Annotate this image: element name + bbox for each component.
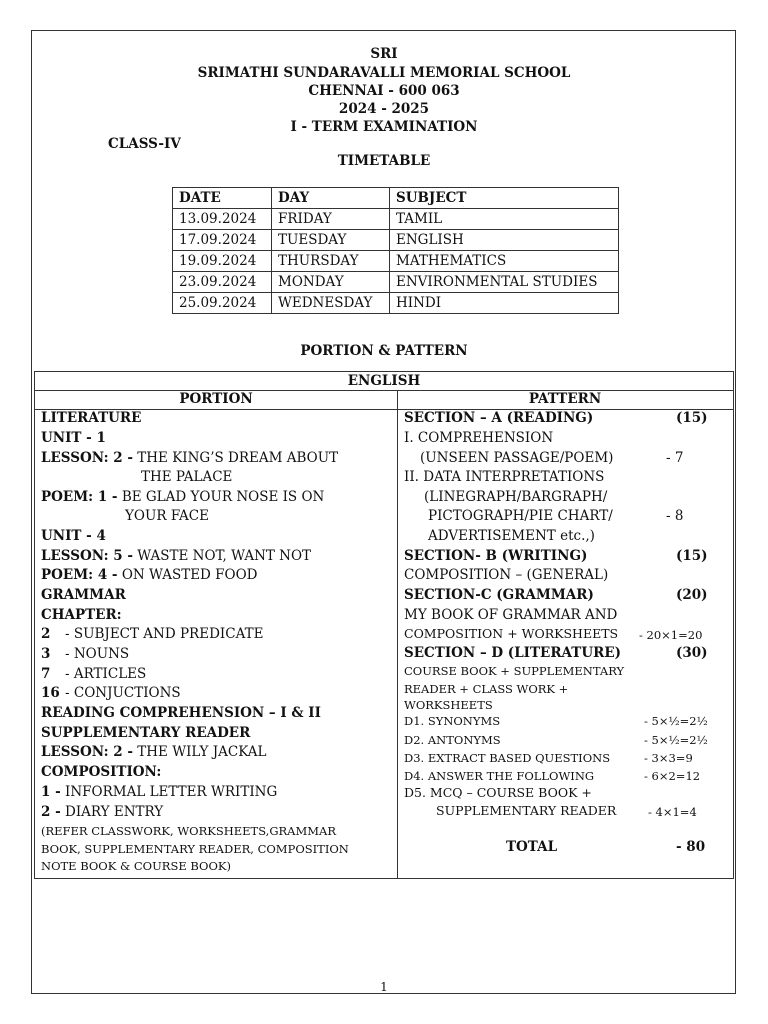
list-item — [41, 784, 277, 800]
section-c-marks: (20) — [676, 587, 708, 603]
composition-heading: COMPOSITION: — [41, 764, 162, 780]
comprehension-item: I. COMPREHENSION — [404, 430, 554, 446]
note-line-3: NOTE BOOK & COURSE BOOK) — [41, 859, 231, 873]
poem-1 — [41, 489, 324, 505]
list-item — [41, 804, 163, 820]
list-item: D3. EXTRACT BASED QUESTIONS — [404, 751, 611, 765]
unit-1: UNIT - 1 — [41, 430, 106, 446]
cell-date: 17.09.2024 — [173, 230, 272, 251]
supp-lesson-label: LESSON: 2 - — [41, 744, 133, 760]
list-item-marks: - 3×3=9 — [644, 751, 693, 765]
list-item: D2. ANTONYMS — [404, 733, 501, 747]
section-c-calc: - 20×1=20 — [639, 628, 703, 642]
table-row — [173, 209, 619, 230]
section-a-marks: (15) — [676, 410, 708, 426]
section-a-heading: SECTION – A (READING) — [404, 410, 594, 426]
cell-day: MONDAY — [272, 272, 390, 293]
list-item: D1. SYNONYMS — [404, 714, 501, 728]
cell-subject: TAMIL — [390, 209, 619, 230]
total-value: - 80 — [676, 839, 706, 855]
chapter-title: NOUNS — [73, 646, 130, 662]
cell-date: 13.09.2024 — [173, 209, 272, 230]
table-row — [173, 251, 619, 272]
subject-heading: ENGLISH — [347, 373, 421, 389]
poem-4-text: ON WASTED FOOD — [121, 567, 258, 583]
list-item: 7 - ARTICLES — [41, 666, 147, 682]
section-d-note-2: READER + CLASS WORK + — [404, 682, 569, 696]
comprehension-marks: - 7 — [666, 450, 684, 466]
chapter-number: 16 — [41, 685, 60, 701]
total-label: TOTAL — [506, 839, 558, 855]
lesson-2-cont: THE PALACE — [141, 469, 233, 485]
section-d-note-3: WORKSHEETS — [404, 698, 493, 712]
class-label: CLASS-IV — [108, 136, 181, 152]
grammar-book-line-2: COMPOSITION + WORKSHEETS — [404, 626, 619, 641]
lesson-5-text: WASTE NOT, WANT NOT — [137, 548, 312, 564]
unit-4: UNIT - 4 — [41, 528, 106, 544]
chapter-title: CONJUCTIONS — [73, 685, 181, 701]
column-divider — [397, 390, 398, 878]
lesson-5-label: LESSON: 5 - — [41, 548, 133, 564]
cell-day: TUESDAY — [272, 230, 390, 251]
col-day: DAY — [272, 188, 390, 209]
section-c-heading: SECTION-C (GRAMMAR) — [404, 587, 594, 603]
lesson-2 — [41, 450, 338, 466]
composition-number: 1 - — [41, 784, 61, 800]
cell-date: 19.09.2024 — [173, 251, 272, 272]
data-interpretation-marks: - 8 — [666, 508, 684, 524]
supplementary-reader: SUPPLEMENTARY READER — [41, 725, 251, 741]
chapter-number: 3 — [41, 646, 51, 662]
note-line-2: BOOK, SUPPLEMENTARY READER, COMPOSITION — [41, 842, 349, 856]
list-item-marks: - 5×½=2½ — [644, 714, 708, 728]
chapter-number: 7 — [41, 666, 51, 682]
poem-1-text: BE GLAD YOUR NOSE IS ON — [121, 489, 325, 505]
table-row — [173, 230, 619, 251]
list-item-marks: - 6×2=12 — [644, 769, 701, 783]
timetable-header-row — [173, 188, 619, 209]
supp-lesson-text: THE WILY JACKAL — [137, 744, 267, 760]
cell-date: 25.09.2024 — [173, 293, 272, 314]
poem-1-cont: YOUR FACE — [125, 508, 209, 524]
portion-header: PORTION — [179, 391, 253, 407]
cell-subject: MATHEMATICS — [390, 251, 619, 272]
cell-day: WEDNESDAY — [272, 293, 390, 314]
grammar-book-line-1: MY BOOK OF GRAMMAR AND — [404, 607, 618, 623]
lesson-5 — [41, 548, 311, 564]
chapter-heading: CHAPTER: — [41, 607, 122, 623]
note-line-1: (REFER CLASSWORK, WORKSHEETS,GRAMMAR — [41, 824, 336, 838]
composition-general: COMPOSITION – (GENERAL) — [404, 567, 609, 583]
pattern-header: PATTERN — [528, 391, 602, 407]
school-city: CHENNAI - 600 063 — [308, 83, 460, 99]
chapter-title: ARTICLES — [73, 666, 147, 682]
composition-title: INFORMAL LETTER WRITING — [65, 784, 278, 800]
page-number: 1 — [380, 980, 388, 994]
table-row — [173, 293, 619, 314]
composition-number: 2 - — [41, 804, 61, 820]
section-d-heading: SECTION – D (LITERATURE) — [404, 645, 622, 661]
cell-day: THURSDAY — [272, 251, 390, 272]
cell-subject: ENVIRONMENTAL STUDIES — [390, 272, 619, 293]
section-b-marks: (15) — [676, 548, 708, 564]
comprehension-sub: (UNSEEN PASSAGE/POEM) — [420, 450, 614, 466]
mcq-item-cont: SUPPLEMENTARY READER — [436, 803, 617, 818]
chapter-number: 2 — [41, 626, 51, 642]
data-interpretation-sub-3: ADVERTISEMENT etc.,) — [428, 528, 595, 544]
reading-comprehension: READING COMPREHENSION – I & II — [41, 705, 321, 721]
poem-1-label: POEM: 1 - — [41, 489, 118, 505]
academic-year: 2024 - 2025 — [338, 101, 430, 117]
section-d-note-1: COURSE BOOK + SUPPLEMENTARY — [404, 664, 625, 678]
cell-subject: ENGLISH — [390, 230, 619, 251]
portion-pattern-title: PORTION & PATTERN — [300, 343, 468, 359]
portion-pattern-table — [34, 371, 734, 879]
list-item: 16 - CONJUCTIONS — [41, 685, 181, 701]
section-b-heading: SECTION- B (WRITING) — [404, 548, 588, 564]
cell-subject: HINDI — [390, 293, 619, 314]
col-date: DATE — [173, 188, 272, 209]
supp-lesson — [41, 744, 266, 760]
lesson-2-text: THE KING’S DREAM ABOUT — [137, 450, 339, 466]
header-line1: SRI — [370, 46, 398, 62]
cell-day: FRIDAY — [272, 209, 390, 230]
section-d-marks: (30) — [676, 645, 708, 661]
table-row — [173, 272, 619, 293]
school-name: SRIMATHI SUNDARAVALLI MEMORIAL SCHOOL — [197, 65, 571, 81]
data-interpretation-item: II. DATA INTERPRETATIONS — [404, 469, 605, 485]
data-interpretation-sub-1: (LINEGRAPH/BARGRAPH/ — [424, 489, 608, 505]
mcq-item-marks: - 4×1=4 — [648, 805, 697, 819]
grammar-heading: GRAMMAR — [41, 587, 126, 603]
cell-date: 23.09.2024 — [173, 272, 272, 293]
timetable — [172, 187, 619, 314]
timetable-title: TIMETABLE — [337, 153, 431, 169]
lesson-2-label: LESSON: 2 - — [41, 450, 133, 466]
poem-4-label: POEM: 4 - — [41, 567, 118, 583]
list-item-marks: - 5×½=2½ — [644, 733, 708, 747]
literature-heading: LITERATURE — [41, 410, 142, 426]
exam-title: I - TERM EXAMINATION — [290, 119, 478, 135]
col-subject: SUBJECT — [390, 188, 619, 209]
list-item: 2 - SUBJECT AND PREDICATE — [41, 626, 264, 642]
poem-4 — [41, 567, 258, 583]
chapter-title: SUBJECT AND PREDICATE — [73, 626, 264, 642]
data-interpretation-sub-2: PICTOGRAPH/PIE CHART/ — [428, 508, 613, 524]
mcq-item: D5. MCQ – COURSE BOOK + — [404, 785, 592, 800]
list-item: 3 - NOUNS — [41, 646, 130, 662]
list-item: D4. ANSWER THE FOLLOWING — [404, 769, 595, 783]
composition-title: DIARY ENTRY — [65, 804, 164, 820]
